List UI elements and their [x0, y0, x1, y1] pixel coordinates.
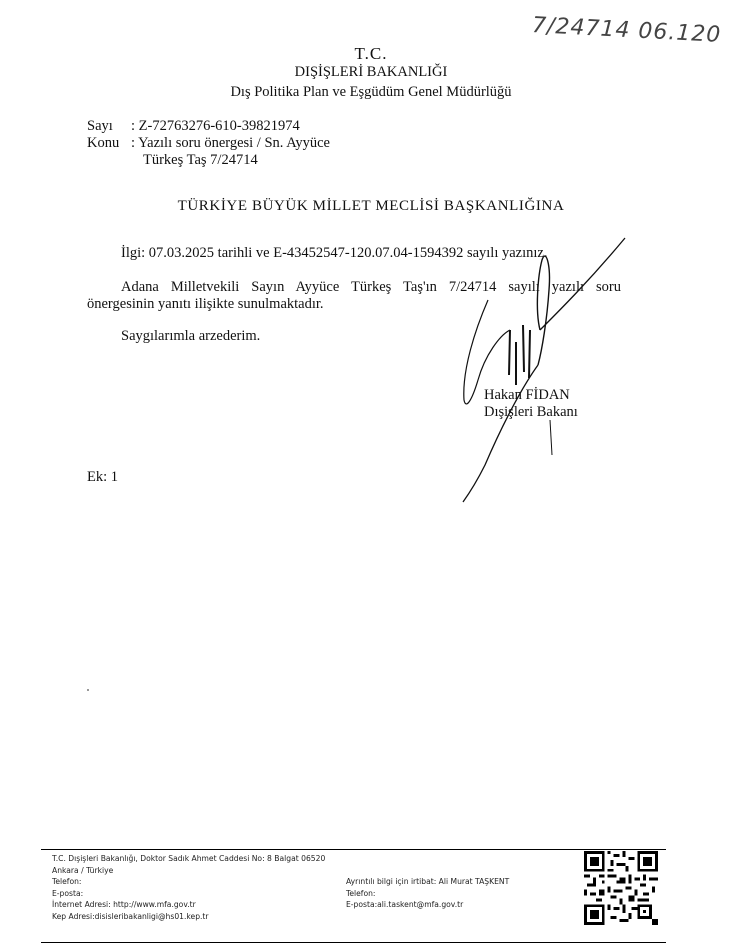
- closing: Saygılarımla arzederim.: [121, 328, 261, 344]
- signatory-name: Hakan FİDAN: [484, 387, 570, 403]
- sayi-value: : Z-72763276-610-39821974: [131, 118, 300, 134]
- footer-left: [52, 853, 325, 923]
- footer-kep: Kep Adresi:disisleribakanligi@hs01.kep.tr: [52, 911, 209, 921]
- footer-city: Ankara / Türkiye: [52, 865, 114, 875]
- header-tc: T.C.: [354, 44, 388, 63]
- bottom-rule: [41, 942, 666, 943]
- footer-contact-phone: Telefon:: [346, 888, 376, 898]
- footer-website[interactable]: İnternet Adresi: http://www.mfa.gov.tr: [52, 900, 196, 910]
- footer-contact-person: Ayrıntılı bilgi için irtibat: Ali Murat TAŞKENT: [346, 877, 510, 886]
- footer-right: [346, 876, 509, 911]
- sayi-label: Sayı: [87, 118, 113, 134]
- konu-label: Konu: [87, 135, 120, 151]
- qr-code: [584, 851, 658, 925]
- header-ministry: DIŞİŞLERİ BAKANLIĞI: [294, 64, 448, 80]
- footer-phone: Telefon:: [52, 877, 82, 887]
- footer-contact-email[interactable]: E-posta:ali.taskent@mfa.gov.tr: [346, 900, 464, 910]
- footer-address: T.C. Dışişleri Bakanlığı, Doktor Sadık Ahmet Caddesi No: 8 Balgat 06520: [52, 854, 326, 863]
- footer-divider: [41, 849, 666, 850]
- footer-email: E-posta:: [52, 888, 84, 898]
- attachment-count: Ek: 1: [87, 469, 119, 485]
- konu-value-line1: : Yazılı soru önergesi / Sn. Ayyüce: [131, 135, 330, 151]
- addressee: TÜRKİYE BÜYÜK MİLLET MECLİSİ BAŞKANLIĞINA: [177, 198, 565, 214]
- ilgi-line: İlgi: 07.03.2025 tarihli ve E-43452547-120.07.04-1594392 sayılı yazınız.: [121, 245, 548, 261]
- handwritten-signature: [430, 230, 640, 510]
- konu-value-line2: Türkeş Taş 7/24714: [143, 152, 258, 168]
- header-directorate: Dış Politika Plan ve Eşgüdüm Genel Müdürlüğü: [230, 84, 512, 100]
- paragraph-line1: Adana Milletvekili Sayın Ayyüce Türkeş Taş'ın 7/24714 sayılı yazılı soru: [121, 279, 621, 295]
- signatory-title: Dışişleri Bakanı: [484, 404, 578, 420]
- paragraph-line2: önergesinin yanıtı ilişikte sunulmaktadır.: [87, 296, 324, 312]
- scan-speck: [87, 689, 89, 691]
- handwritten-note: 7/24714 06.120: [531, 13, 722, 48]
